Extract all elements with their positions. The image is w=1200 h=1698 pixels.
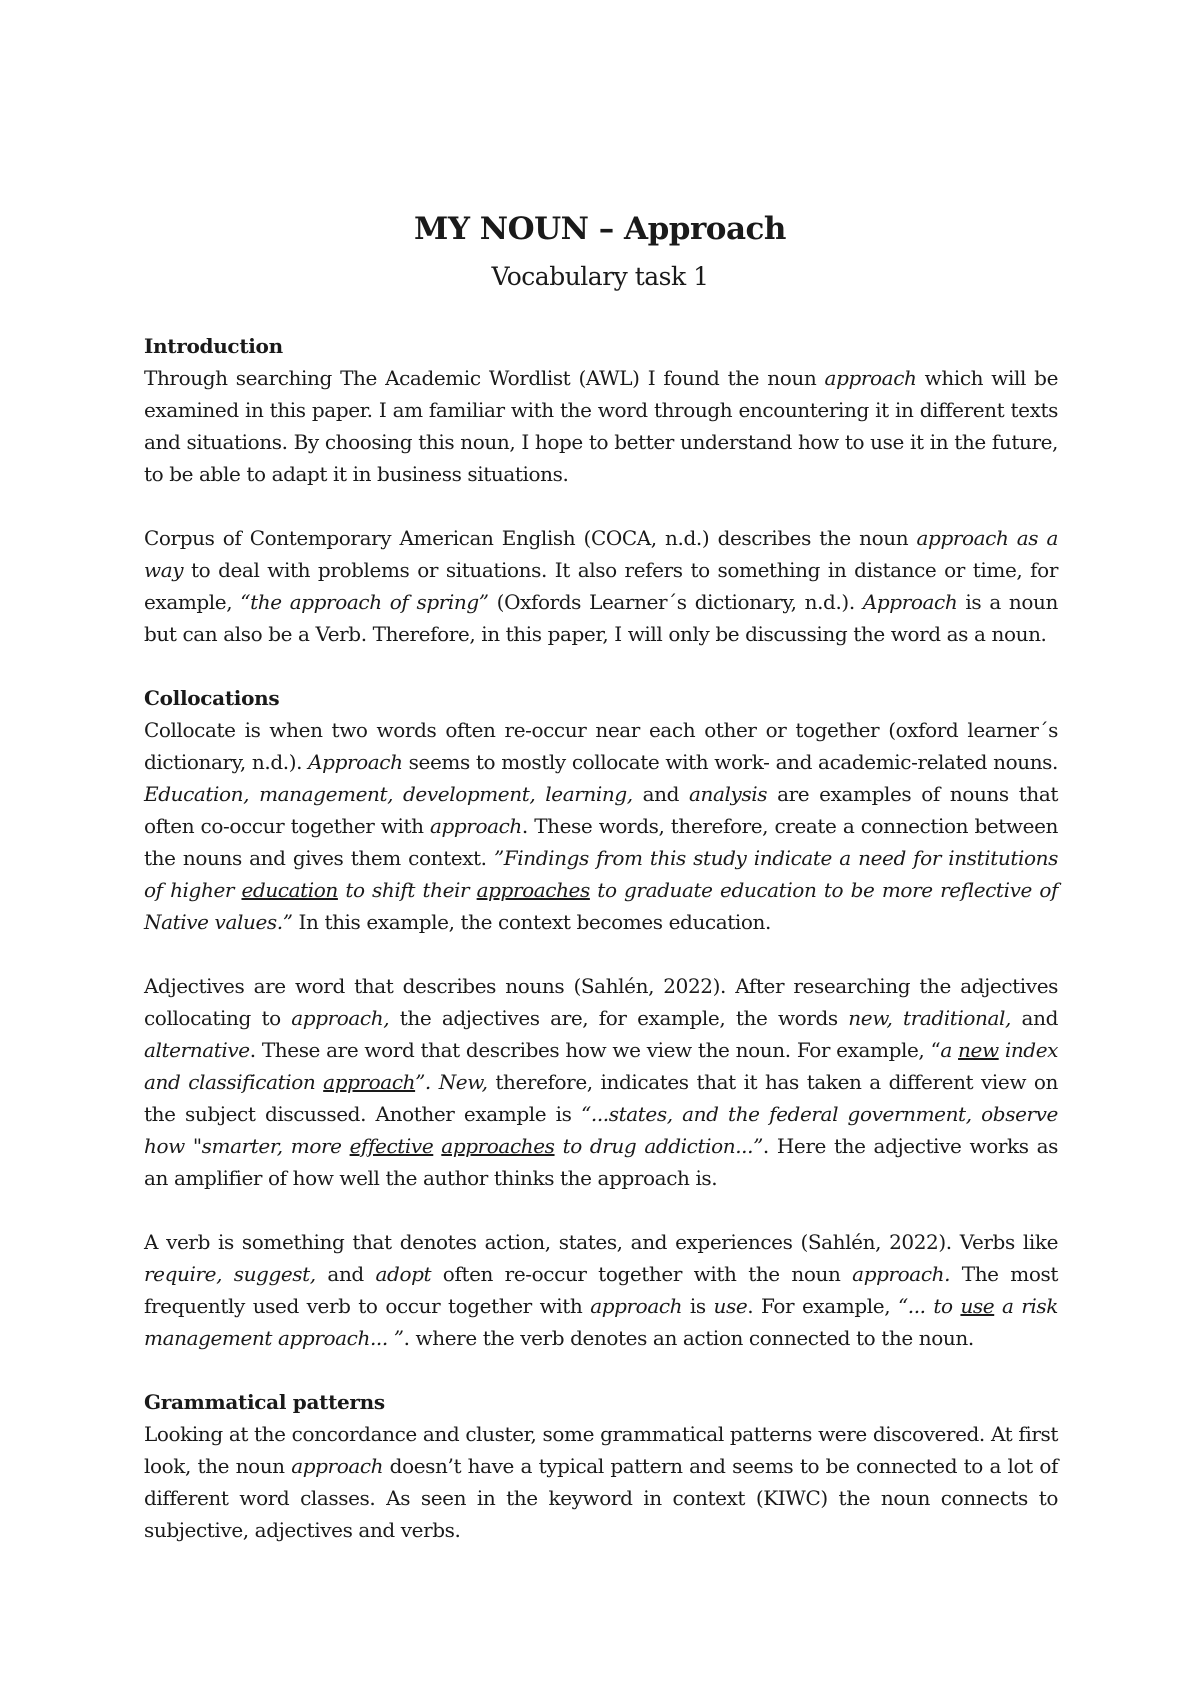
grammatical-patterns-heading: Grammatical patterns	[144, 1390, 385, 1414]
collocations-paragraph-3: A verb is something that denotes action, states, and experiences (Sahlén, 2022). Verbs like require, suggest, and adopt often re-occur together with the noun approach. The most frequently used verb to occur together with approach is use. For example, “... to use a risk management approach... ”. where the verb denotes an action connected to the noun.	[144, 1230, 1059, 1350]
document-body	[144, 330, 1058, 1546]
page-title: MY NOUN – Approach	[414, 211, 786, 247]
introduction-paragraph-1: Through searching The Academic Wordlist (AWL) I found the noun approach which will be examined in this paper. I am familiar with the word through encountering it in different texts and situations. By choosing this noun, I hope to better understand how to use it in the future, to be able to adapt it in business situations.	[144, 366, 1059, 486]
grammatical-patterns-paragraph-1: Looking at the concordance and cluster, some grammatical patterns were discovered. At first look, the noun approach doesn’t have a typical pattern and seems to be connected to a lot of different word classes. As seen in the keyword in context (KIWC) the noun connects to subjective, adjectives and verbs.	[144, 1422, 1058, 1542]
collocations-paragraph-2: Adjectives are word that describes nouns (Sahlén, 2022). After researching the adjectives collocating to approach, the adjectives are, for example, the words new, traditional, and alternative. These are word that describes how we view the noun. For example, “a new index and classification approach”. New, therefore, indicates that it has taken a different view on the subject discussed. Another example is “...states, and the federal government, observe how "smarter, more effective approaches to drug addiction...”. Here the adjective works as an amplifier of how well the author thinks the approach is.	[144, 974, 1059, 1190]
introduction-heading: Introduction	[144, 334, 283, 358]
page-subtitle: Vocabulary task 1	[491, 262, 709, 291]
introduction-paragraph-2: Corpus of Contemporary American English (COCA, n.d.) describes the noun approach as a way to deal with problems or situations. It also refers to something in distance or time, for example, “the approach of spring” (Oxfords Learner´s dictionary, n.d.). Approach is a noun but can also be a Verb. Therefore, in this paper, I will only be discussing the word as a noun.	[144, 526, 1059, 646]
collocations-paragraph-1: Collocate is when two words often re-occur near each other or together (oxford learner´s dictionary, n.d.). Approach seems to mostly collocate with work- and academic-related nouns. Education, management, development, learning, and analysis are examples of nouns that often co-occur together with approach. These words, therefore, create a connection between the nouns and gives them context. ”Findings from this study indicate a need for institutions of higher education to shift their approaches to graduate education to be more reflective of Native values.” In this example, the context becomes education.	[144, 718, 1059, 934]
collocations-heading: Collocations	[144, 686, 280, 710]
